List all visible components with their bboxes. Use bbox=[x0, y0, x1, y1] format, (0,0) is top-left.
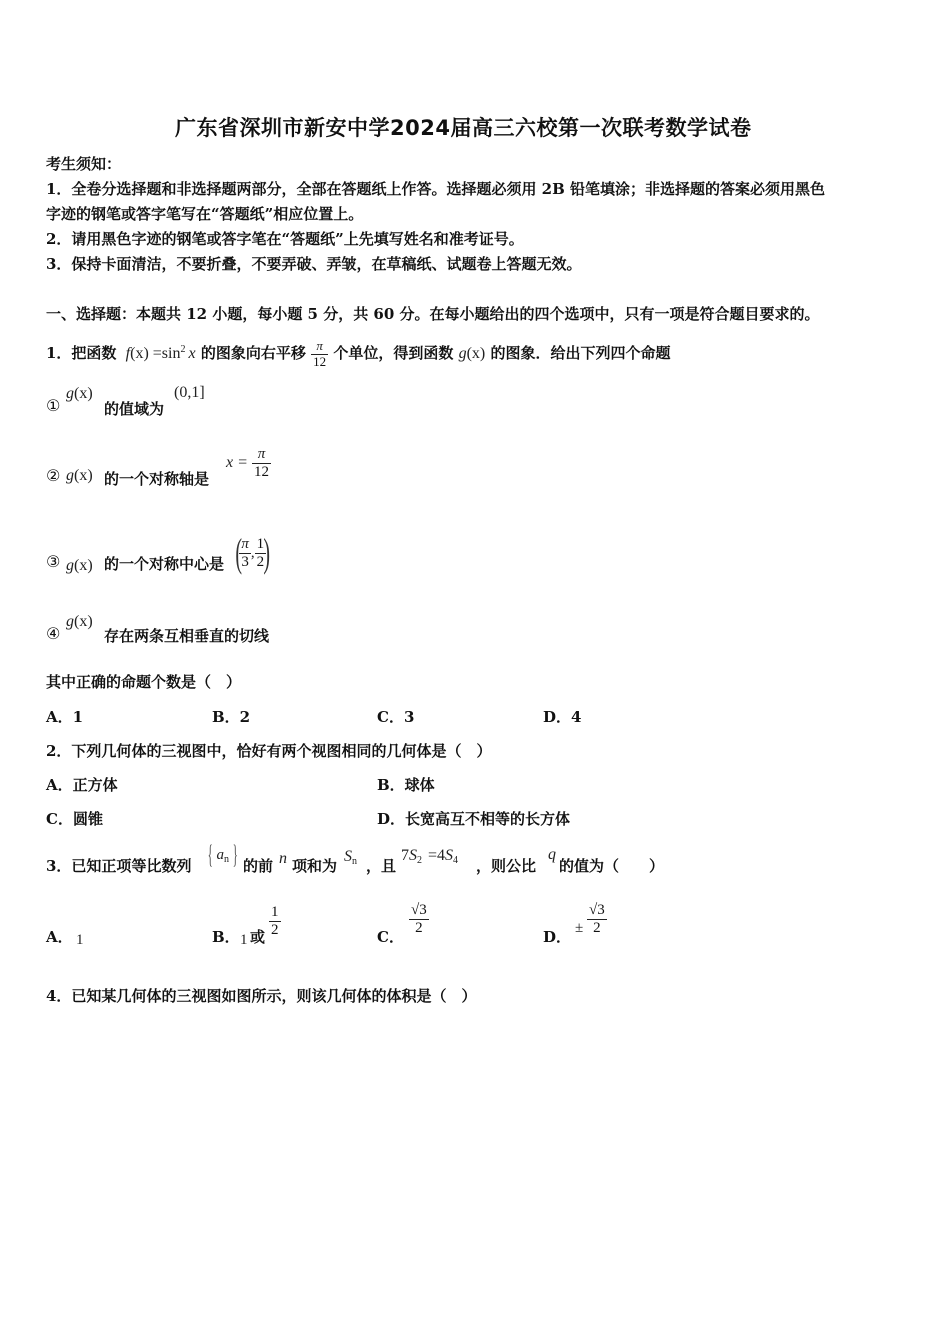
question-1-stem bbox=[46, 330, 670, 370]
question-2-stem: 2．下列几何体的三视图中，恰好有两个视图相同的几何体是（ ） bbox=[46, 742, 492, 760]
q1-shift-denominator: 12 bbox=[313, 353, 327, 369]
q2-option-a: A．正方体 bbox=[46, 776, 118, 794]
proposition-1-marker: ① bbox=[46, 396, 61, 415]
p2-g-arg: (x) bbox=[74, 467, 93, 484]
q3-a-symbol: a bbox=[216, 847, 224, 863]
q3-option-c-label: C． bbox=[377, 928, 404, 946]
p3-g-arg: (x) bbox=[74, 557, 93, 574]
q3-option-b-denominator: 2 bbox=[271, 921, 279, 938]
q3-option-d-denominator: 2 bbox=[593, 919, 601, 936]
notice-item-3: 3．保持卡面清洁，不要折叠，不要弄破、弄皱，在草稿纸、试题卷上答题无效。 bbox=[46, 255, 582, 273]
q3-a-sub: n bbox=[223, 854, 229, 865]
section-1-heading: 一、选择题：本题共 12 小题，每小题 5 分，共 60 分。在每小题给出的四个选项中，只有一项是符合题目要求的。 bbox=[46, 305, 820, 323]
q3-text-6: 的值为（ ） bbox=[559, 857, 665, 875]
question-4-stem: 4．已知某几何体的三视图如图所示，则该几何体的体积是（ ） bbox=[46, 987, 477, 1005]
proposition-4-text: 存在两条互相垂直的切线 bbox=[104, 627, 270, 645]
proposition-4-marker: ④ bbox=[46, 624, 61, 643]
q3-n-symbol: n bbox=[279, 850, 287, 867]
q3-option-b-value: 1 bbox=[240, 932, 248, 948]
q3-S2-sub: 2 bbox=[417, 855, 422, 866]
proposition-2-fraction bbox=[252, 446, 271, 480]
q1-text-4: 的图象．给出下列四个命题 bbox=[490, 344, 671, 362]
q1-shift-numerator: π bbox=[311, 339, 328, 354]
p3-frac1-den: 3 bbox=[241, 553, 249, 570]
q1-shift-fraction bbox=[311, 339, 328, 369]
q3-text-5: ，则公比 bbox=[476, 857, 537, 875]
proposition-2-text: 的一个对称轴是 bbox=[104, 470, 210, 488]
proposition-3-text: 的一个对称中心是 bbox=[104, 555, 225, 573]
q1-f-arg: (x) bbox=[130, 345, 149, 362]
p1-g-arg: (x) bbox=[74, 385, 93, 402]
page-title: 广东省深圳市新安中学2024届高三六校第一次联考数学试卷 bbox=[175, 116, 752, 140]
q1-question: 其中正确的命题个数是（ ） bbox=[46, 673, 242, 691]
q3-S4-symbol: S bbox=[445, 847, 454, 864]
q3-option-c-denominator: 2 bbox=[415, 919, 423, 936]
q2-option-c: C．圆锥 bbox=[46, 810, 103, 828]
q3-right-brace: } bbox=[232, 840, 238, 869]
proposition-3-point bbox=[232, 524, 273, 580]
q3-option-c-fraction bbox=[409, 902, 429, 936]
q1-option-a: A．1 bbox=[46, 708, 84, 726]
q3-eq-four: =4 bbox=[428, 847, 446, 864]
q1-f-x: x bbox=[188, 345, 196, 362]
p3-frac1-num: π bbox=[241, 536, 249, 552]
q3-seven: 7 bbox=[401, 847, 409, 864]
p3-frac2-num: 1 bbox=[256, 536, 265, 552]
p3-frac2-den: 2 bbox=[256, 553, 265, 570]
q3-option-b-fraction bbox=[269, 904, 281, 938]
proposition-2-marker: ② bbox=[46, 466, 61, 485]
p3-g-symbol: g bbox=[66, 557, 74, 574]
q3-option-d-fraction bbox=[587, 902, 607, 936]
notice-item-1-line-1: 1．全卷分选择题和非选择题两部分，全部在答题纸上作答。选择题必须用 2B 铅笔填涂；非选择题的答案必须用黑色 bbox=[46, 180, 826, 198]
q1-f-symbol: f bbox=[125, 345, 131, 362]
q3-text-2: 的前 bbox=[243, 857, 274, 875]
p4-g-symbol: g bbox=[66, 613, 74, 630]
q3-option-a-label: A． bbox=[46, 928, 73, 946]
q1-option-d: D．4 bbox=[543, 708, 582, 726]
q3-text-4: ，且 bbox=[366, 857, 397, 875]
notice-heading: 考生须知： bbox=[46, 155, 122, 173]
p2-numerator: π bbox=[252, 446, 271, 464]
p3-right-paren: ) bbox=[263, 530, 271, 575]
q3-text-1: 3．已知正项等比数列 bbox=[46, 857, 192, 875]
q1-f-eq: =sin bbox=[152, 345, 181, 362]
proposition-3-marker: ③ bbox=[46, 552, 61, 571]
notice-item-2: 2．请用黑色字迹的钢笔或答字笔在“答题纸”上先填写姓名和准考证号。 bbox=[46, 230, 524, 248]
q1-option-b: B．2 bbox=[212, 708, 251, 726]
p1-g-symbol: g bbox=[66, 385, 74, 402]
proposition-1-text: 的值域为 bbox=[104, 400, 165, 418]
q3-S-sub: n bbox=[352, 856, 357, 867]
q2-option-b: B．球体 bbox=[377, 776, 435, 794]
q2-option-d: D．长宽高互不相等的长方体 bbox=[377, 810, 571, 828]
q1-option-c: C．3 bbox=[377, 708, 415, 726]
q1-text-2: 的图象向右平移 bbox=[200, 344, 306, 362]
p2-g-symbol: g bbox=[66, 467, 74, 484]
q3-left-brace: { bbox=[207, 840, 213, 869]
p3-comma: , bbox=[250, 545, 255, 561]
q1-g-arg: (x) bbox=[466, 345, 486, 362]
q3-option-b-numerator: 1 bbox=[271, 904, 279, 920]
q3-option-b-or: 或 bbox=[250, 928, 266, 946]
notice-item-1-line-2: 字迹的钢笔或答字笔写在“答题纸”相应位置上。 bbox=[46, 205, 364, 223]
q1-text-1: 1．把函数 bbox=[46, 344, 117, 362]
proposition-2-x: x = bbox=[226, 454, 248, 471]
q3-S2-symbol: S bbox=[409, 847, 417, 864]
q1-text-3: 个单位，得到函数 bbox=[333, 344, 454, 362]
q3-S4-sub: 4 bbox=[453, 855, 459, 866]
q1-g-symbol: g bbox=[458, 345, 467, 362]
q3-option-d-plusminus: ± bbox=[575, 920, 584, 936]
proposition-1-range: (0,1] bbox=[174, 384, 205, 401]
p3-left-paren: ( bbox=[235, 530, 242, 575]
q3-option-d-numerator: √3 bbox=[589, 902, 605, 918]
p4-g-arg: (x) bbox=[74, 613, 93, 630]
q3-option-b-label: B． bbox=[212, 928, 240, 946]
q3-option-d-label: D． bbox=[543, 928, 572, 946]
q3-option-c-numerator: √3 bbox=[411, 902, 427, 918]
q3-option-a-value: 1 bbox=[76, 932, 84, 948]
q3-q-symbol: q bbox=[548, 846, 556, 863]
q3-sequence bbox=[204, 840, 241, 870]
p2-denominator: 12 bbox=[254, 463, 269, 480]
q3-text-3: 项和为 bbox=[292, 857, 338, 875]
q1-f-pow: 2 bbox=[180, 344, 186, 355]
q3-S-symbol: S bbox=[344, 848, 352, 865]
